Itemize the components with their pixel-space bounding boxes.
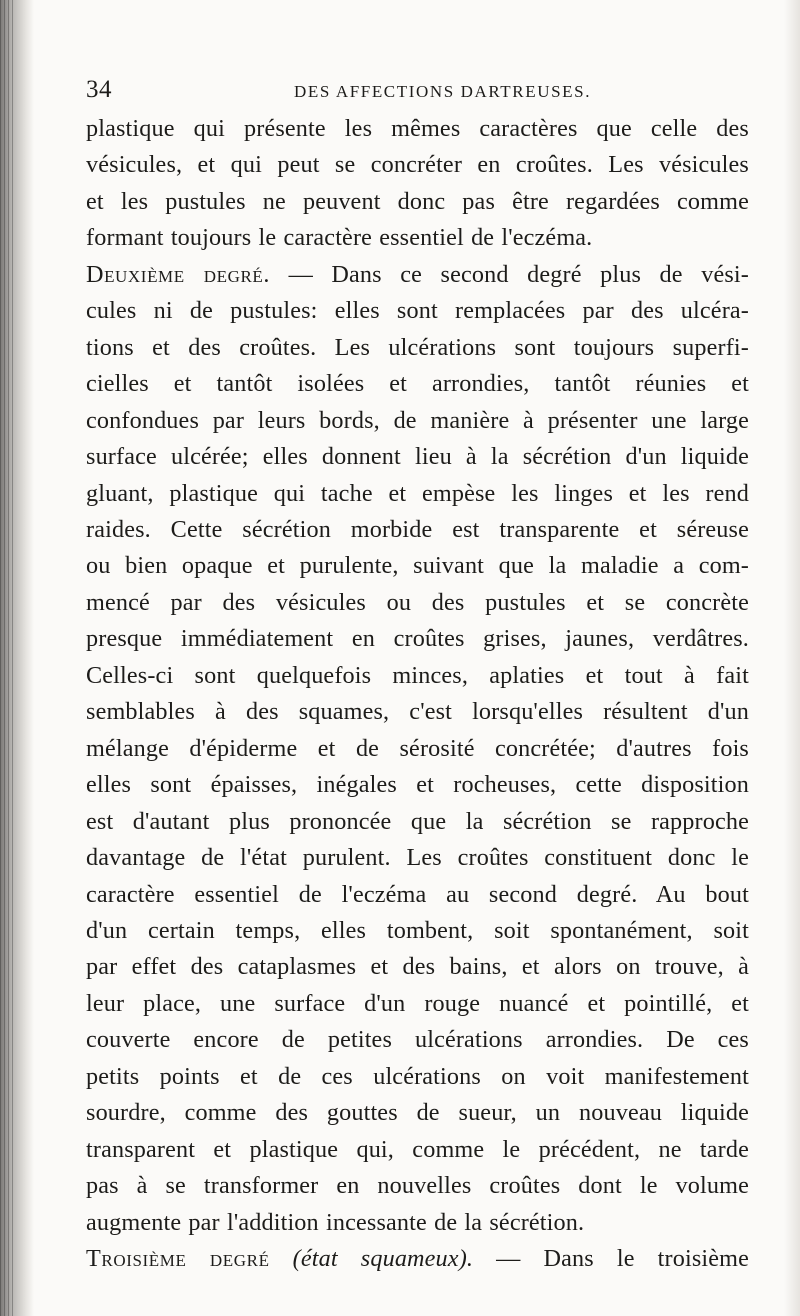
text-line: leur place, une surface d'un rouge nuancé et pointillé, et xyxy=(86,989,749,1017)
text-line: augmente par l'addition incessante de la sécrétion. xyxy=(86,1208,585,1236)
section-heading-note: (état squameux). xyxy=(292,1245,474,1273)
text-line: couverte encore de petites ulcérations arrondies. De ces xyxy=(86,1026,749,1054)
text-line: davantage de l'état purulent. Les croûtes constituent donc le xyxy=(86,844,749,872)
text-line: d'un certain temps, elles tombent, soit spontanément, soit xyxy=(86,916,749,944)
text-line: — Dans le troisième xyxy=(496,1245,750,1273)
text-line: mencé par des vésicules ou des pustules et se concrète xyxy=(86,588,749,616)
text-line: confondues par leurs bords, de manière à présenter une large xyxy=(86,406,749,434)
page-edge-shadow xyxy=(784,0,800,1316)
text-line: cules ni de pustules: elles sont remplacées par des ulcéra- xyxy=(86,297,749,325)
text-line: formant toujours le caractère essentiel de l'eczéma. xyxy=(86,224,593,252)
running-title: DES AFFECTIONS DARTREUSES. xyxy=(294,82,592,101)
text-line: caractère essentiel de l'eczéma au second degré. Au bout xyxy=(86,880,749,908)
text-line: raides. Cette sécrétion morbide est transparente et séreuse xyxy=(86,515,749,543)
text-line: vésicules, et qui peut se concréter en croûtes. Les vésicules xyxy=(86,151,749,179)
text-line: elles sont épaisses, inégales et rocheuses, cette disposition xyxy=(86,771,749,799)
text-line: gluant, plastique qui tache et empèse les linges et les rend xyxy=(86,479,749,507)
page-number: 34 xyxy=(86,76,112,103)
text-line: semblables à des squames, c'est lorsqu'elles résultent d'un xyxy=(86,698,749,726)
text-line: cielles et tantôt isolées et arrondies, tantôt réunies et xyxy=(86,370,749,398)
section-heading-deuxieme: Deuxième degré. xyxy=(86,260,271,288)
text-line-with-heading xyxy=(86,257,749,293)
text-line: transparent et plastique qui, comme le précédent, ne tarde xyxy=(86,1135,749,1163)
text-line: est d'autant plus prononcée que la sécrétion se rapproche xyxy=(86,807,749,835)
section-heading-troisieme: Troisième degré xyxy=(86,1245,270,1273)
text-line: pas à se transformer en nouvelles croûtes dont le volume xyxy=(86,1172,749,1200)
text-line: surface ulcérée; elles donnent lieu à la sécrétion d'un liquide xyxy=(86,443,749,471)
text-line: et les pustules ne peuvent donc pas être regardées comme xyxy=(86,187,749,215)
text-line: Celles-ci sont quelquefois minces, aplaties et tout à fait xyxy=(86,661,749,689)
text-line: par effet des cataplasmes et des bains, et alors on trouve, à xyxy=(86,953,749,981)
text-line-with-heading xyxy=(86,1241,749,1277)
text-line: tions et des croûtes. Les ulcérations sont toujours superfi- xyxy=(86,333,749,361)
page-header xyxy=(86,76,726,106)
text-line: presque immédiatement en croûtes grises, jaunes, verdâtres. xyxy=(86,625,749,653)
text-line: — Dans ce second degré plus de vési- xyxy=(288,260,749,288)
text-line: plastique qui présente les mêmes caractères que celle des xyxy=(86,115,749,142)
text-line: mélange d'épiderme et de sérosité concrétée; d'autres fois xyxy=(86,734,749,762)
book-binding-edge xyxy=(0,0,14,1316)
body-text xyxy=(86,111,749,1278)
text-line: ou bien opaque et purulente, suivant que la maladie a com- xyxy=(86,552,749,580)
text-line: sourdre, comme des gouttes de sueur, un nouveau liquide xyxy=(86,1099,749,1127)
text-line: petits points et de ces ulcérations on voit manifestement xyxy=(86,1062,749,1090)
